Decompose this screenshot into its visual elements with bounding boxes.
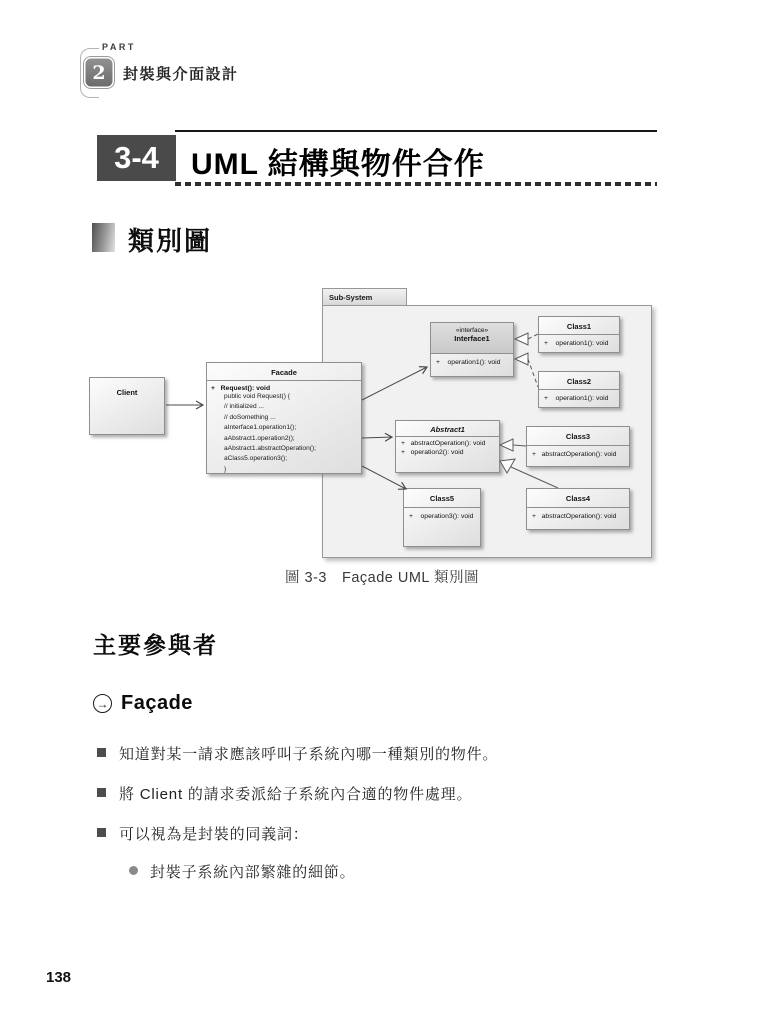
part-title: 封裝與介面設計 (123, 66, 239, 83)
uml-class-class1 (538, 316, 620, 353)
operation-signature: + Request(): void (211, 385, 271, 392)
code-line: // doSomething ... (224, 413, 276, 421)
operation-label: + operation1(): void (544, 340, 609, 347)
operation-label: + abstractOperation(): void (532, 451, 617, 458)
code-line: aClass5.operation3(); (224, 455, 288, 463)
class-name: Class5 (404, 489, 480, 508)
arrow-circle-icon: → (93, 694, 112, 713)
uml-class-class4 (526, 488, 630, 530)
uml-interface-interface1 (430, 322, 514, 377)
square-bullet-icon (97, 828, 106, 837)
operation-label: + operation2(): void (401, 449, 464, 456)
class-name: Class2 (539, 372, 619, 390)
class-name: Class1 (539, 317, 619, 335)
operation-label: + operation1(): void (544, 395, 609, 402)
list-item (97, 783, 472, 804)
uml-class-client (89, 377, 165, 435)
gradient-bullet-icon (92, 223, 115, 252)
class-name: Abstract1 (396, 421, 499, 437)
subsection-title: 類別圖 (128, 226, 213, 256)
list-item-text: 知道對某一請求應該呼叫子系統內哪一種類別的物件。 (119, 746, 499, 763)
code-line: } (224, 465, 227, 473)
part-number-badge: 2 (84, 57, 114, 88)
list-item-text: 可以視為是封裝的同義詞： (119, 826, 309, 843)
operation-label: + operation3(): void (409, 513, 474, 520)
list-item-text: 將 Client 的請求委派給子系統內合適的物件處理。 (119, 786, 473, 803)
sub-list-item-text: 封裝子系統內部繁雜的細節。 (150, 864, 356, 881)
uml-class-facade (206, 362, 362, 474)
operation-label: + operation1(): void (436, 359, 501, 366)
part-label: PART (102, 42, 136, 52)
section-title: UML 結構與物件合作 (191, 148, 485, 181)
class-name: Interface1 (454, 334, 490, 343)
code-line: aAbstract1.operation2(); (224, 434, 295, 442)
code-line: // initialized ... (224, 403, 264, 411)
class-name: Class4 (527, 489, 629, 508)
uml-class-class2 (538, 371, 620, 408)
code-line: aInterface1.operation1(); (224, 424, 297, 432)
operation-label: + abstractOperation(): void (532, 513, 617, 520)
class-name: Facade (207, 363, 361, 381)
code-line: public void Request() { (224, 393, 290, 400)
section-top-rule (175, 130, 657, 132)
list-item (97, 743, 498, 764)
uml-class-class5 (403, 488, 481, 547)
operation-label: + abstractOperation(): void (401, 440, 486, 447)
interface-header (431, 323, 513, 354)
package-tab-subsystem: Sub-System (322, 288, 407, 306)
section-number-badge: 3-4 (97, 135, 176, 181)
class-name: Client (116, 388, 138, 397)
page-number: 138 (46, 969, 72, 986)
square-bullet-icon (97, 748, 106, 757)
sub-list-item (129, 861, 355, 882)
stereotype-label: «interface» (455, 327, 489, 334)
facade-subheading (93, 692, 193, 715)
uml-class-diagram (86, 282, 678, 568)
square-bullet-icon (97, 788, 106, 797)
circle-bullet-icon (129, 866, 138, 875)
uml-class-class3 (526, 426, 630, 467)
participants-heading: 主要參與者 (93, 632, 218, 658)
facade-subheading-label: Façade (121, 692, 193, 714)
code-line: aAbstract1.abstractOperation(); (224, 445, 316, 453)
figure-caption: 圖 3-3 Façade UML 類別圖 (285, 570, 479, 586)
list-item (97, 823, 309, 844)
uml-abstract-class-abstract1 (395, 420, 500, 473)
section-dashed-rule (175, 182, 657, 186)
class-name: Class3 (527, 427, 629, 446)
